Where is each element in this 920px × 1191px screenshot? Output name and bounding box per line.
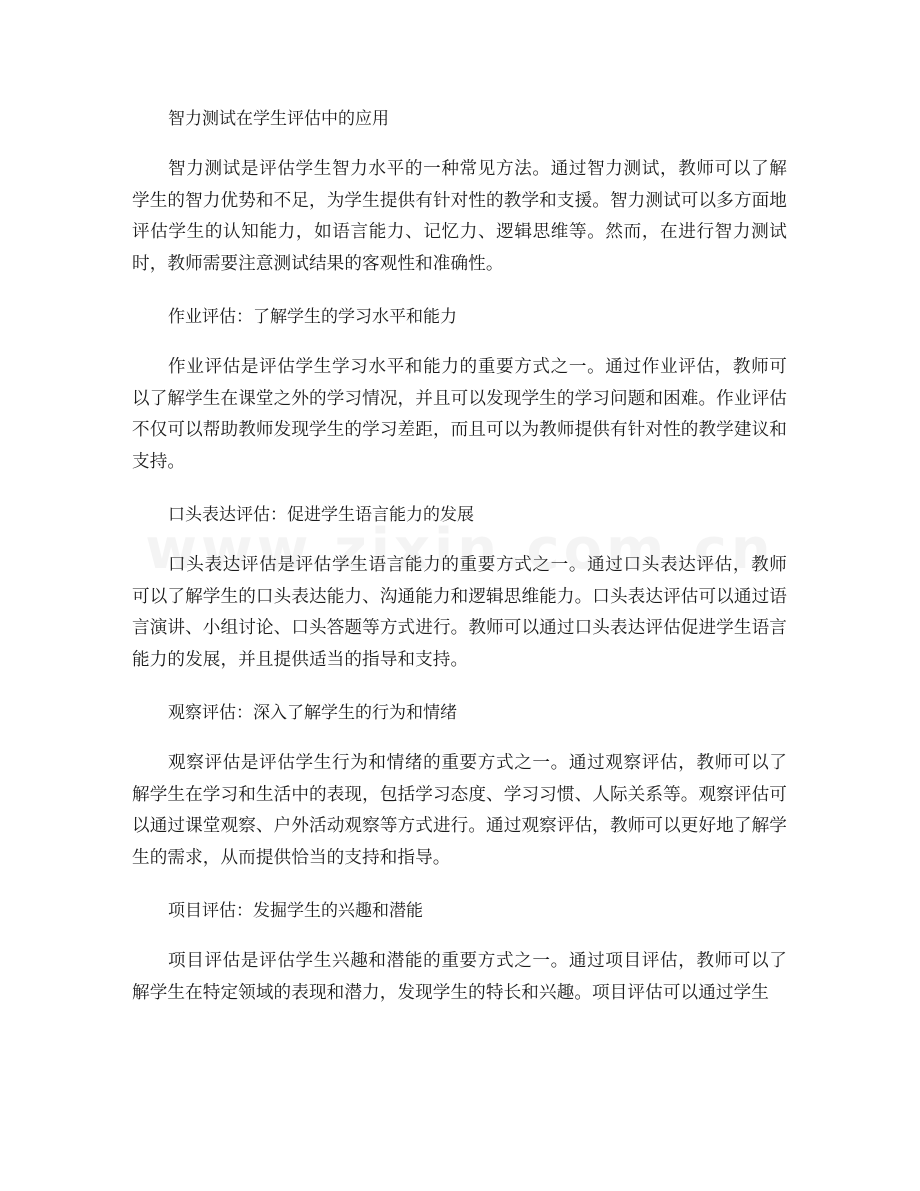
section-homework-assessment (132, 302, 787, 478)
section-project-assessment (132, 896, 787, 1009)
document-body (132, 104, 787, 1031)
section-heading: 智力测试在学生评估中的应用 (168, 109, 389, 129)
section-observation-assessment (132, 698, 787, 874)
section-paragraph: 观察评估是评估学生行为和情绪的重要方式之一。通过观察评估，教师可以了解学生在学习和生活中的表现，包括学习态度、学习习惯、人际关系等。观察评估可以通过课堂观察、户外活动观察等方式进行。通过观察评估，教师可以更好地了解学生的需求，从而提供恰当的支持和指导。 (132, 753, 787, 868)
section-paragraph: 口头表达评估是评估学生语言能力的重要方式之一。通过口头表达评估，教师可以了解学生的口头表达能力、沟通能力和逻辑思维能力。口头表达评估可以通过语言演讲、小组讨论、口头答题等方式进行。教师可以通过口头表达评估促进学生语言能力的发展，并且提供适当的指导和支持。 (132, 555, 787, 670)
section-paragraph: 作业评估是评估学生学习水平和能力的重要方式之一。通过作业评估，教师可以了解学生在课堂之外的学习情况，并且可以发现学生的学习问题和困难。作业评估不仅可以帮助教师发现学生的学习差距，而且可以为教师提供有针对性的教学建议和支持。 (132, 357, 787, 472)
section-paragraph: 智力测试是评估学生智力水平的一种常见方法。通过智力测试，教师可以了解学生的智力优势和不足，为学生提供有针对性的教学和支援。智力测试可以多方面地评估学生的认知能力，如语言能力、记忆力、逻辑思维等。然而，在进行智力测试时，教师需要注意测试结果的客观性和准确性。 (132, 159, 787, 274)
section-heading: 观察评估：深入了解学生的行为和情绪 (168, 703, 457, 723)
section-heading: 口头表达评估：促进学生语言能力的发展 (168, 505, 474, 525)
section-heading: 项目评估：发掘学生的兴趣和潜能 (168, 901, 423, 921)
section-heading: 作业评估：了解学生的学习水平和能力 (168, 307, 457, 327)
section-paragraph: 项目评估是评估学生兴趣和潜能的重要方式之一。通过项目评估，教师可以了解学生在特定领域的表现和潜力，发现学生的特长和兴趣。项目评估可以通过学生 (132, 951, 787, 1003)
section-intelligence-test (132, 104, 787, 280)
section-oral-assessment (132, 500, 787, 676)
